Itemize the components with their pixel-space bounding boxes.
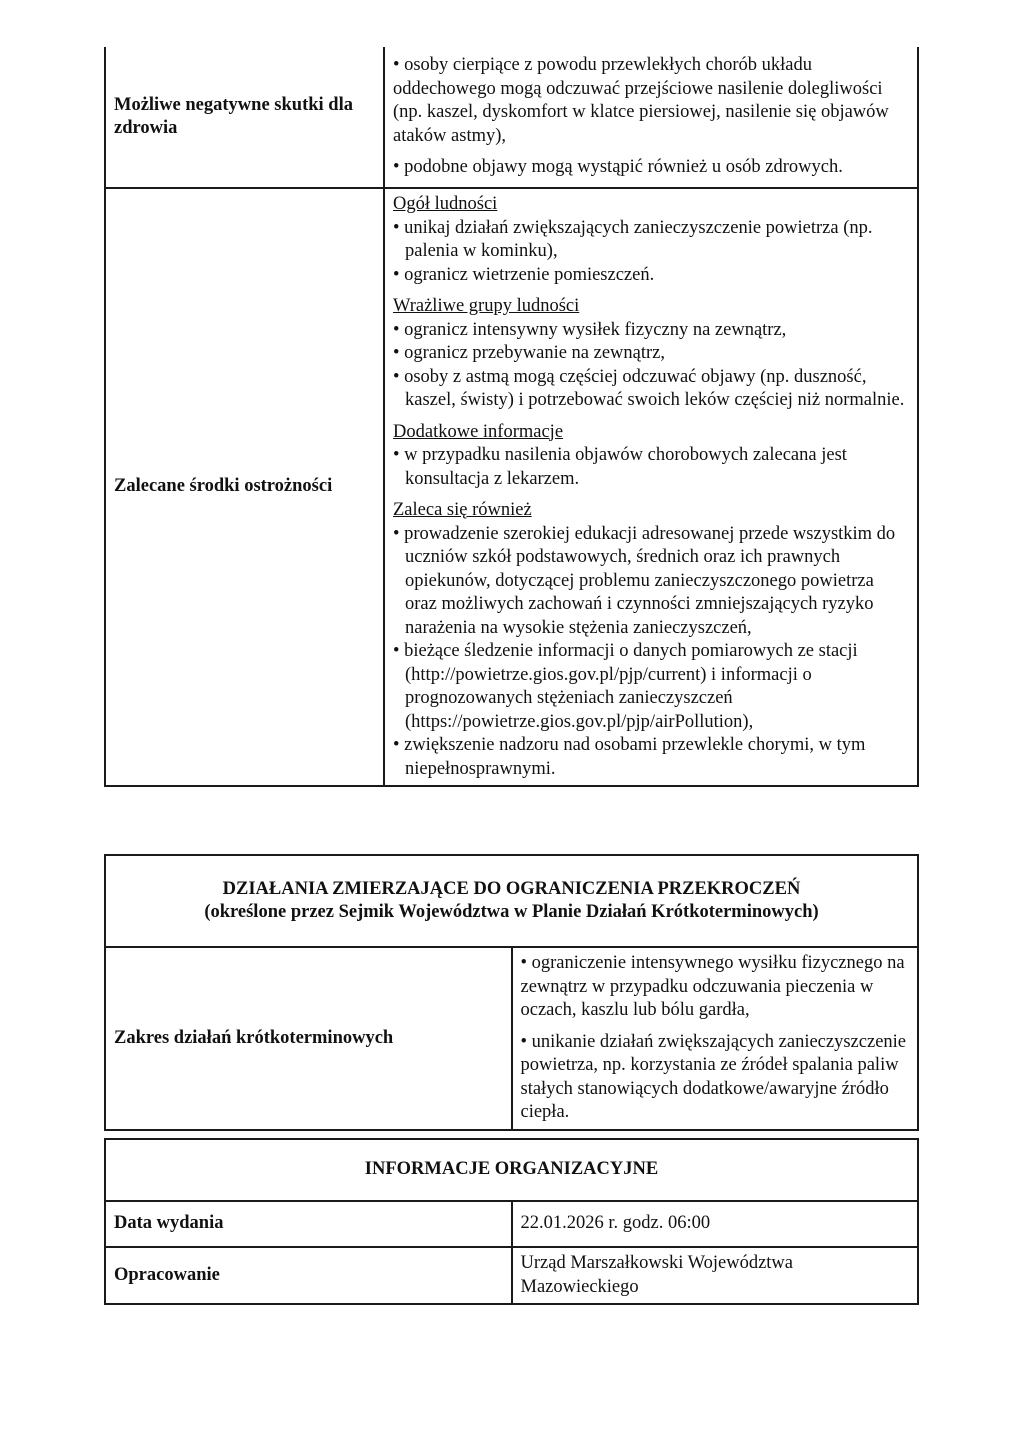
row-value-short-term-scope: [512, 947, 919, 1130]
list-item: • osoby z astmą mogą częściej odczuwać objawy (np. duszność, kaszel, świsty) i potrzebować swoich leków częściej niż normalnie.: [393, 366, 905, 410]
row-label-issue-date: Data wydania: [105, 1201, 512, 1247]
section-heading: Ogół ludności: [393, 194, 498, 214]
section-additional-info: [393, 421, 909, 492]
section-heading: Dodatkowe informacje: [393, 421, 564, 442]
title-line-1: DZIAŁANIA ZMIERZAJĄCE DO OGRANICZENIA PRZEKROCZEŃ: [222, 878, 801, 899]
row-label-health-effects: Możliwe negatywne skutki dla zdrowia: [105, 47, 384, 188]
list-item: • zwiększenie nadzoru nad osobami przewlekle chorymi, w tym niepełnosprawnymi.: [393, 735, 866, 779]
title-line-2: (określone przez Sejmik Województwa w Planie Działań Krótkoterminowych): [204, 902, 819, 922]
table-row: [105, 47, 918, 188]
row-value-prepared-by: Urząd Marszałkowski Województwa Mazowieckiego: [512, 1247, 919, 1304]
section-sensitive-groups: [393, 295, 909, 413]
row-label-short-term-scope: Zakres działań krótkoterminowych: [105, 947, 512, 1130]
table-row: [105, 1247, 918, 1304]
table-row: [105, 947, 918, 1130]
table-header-row: [105, 1139, 918, 1201]
row-value-health-effects: [384, 47, 918, 188]
list-item: • unikaj działań zwiększających zanieczyszczenie powietrza (np. palenia w kominku),: [393, 217, 873, 261]
short-term-actions-table: [104, 854, 919, 1131]
list-item: • w przypadku nasilenia objawów chorobowych zalecana jest konsultacja z lekarzem.: [393, 445, 847, 489]
organizational-info-table: [104, 1138, 919, 1305]
table-row: [105, 188, 918, 786]
paragraph: • unikanie działań zwiększających zanieczyszczenie powietrza, np. korzystania ze źródeł spalania paliw stałych stanowiących dodatkowe/awaryjne źródło ciepła.: [520, 1031, 907, 1122]
section-also-recommended: [393, 499, 909, 781]
paragraph: • podobne objawy mogą wystąpić również u osób zdrowych.: [393, 157, 843, 178]
paragraph: • ograniczenie intensywnego wysiłku fizycznego na zewnątrz w przypadku odczuwania pieczenia w oczach, kaszlu lub bólu gardła,: [520, 953, 905, 1020]
list-item: • ogranicz wietrzenie pomieszczeń.: [393, 264, 655, 285]
list-item: • ogranicz intensywny wysiłek fizyczny na zewnątrz,: [393, 319, 787, 340]
list-item: • prowadzenie szerokiej edukacji adresowanej przede wszystkim do uczniów szkół podstawowych, średnich oraz ich prawnych opiekunów, dotyczącej problemu zanieczyszczonego powietrza oraz możliwych zachowań i czynności zmniejszających ryzyko narażenia na wysokie stężenia zanieczyszczeń,: [393, 523, 896, 638]
row-label-prepared-by: Opracowanie: [105, 1247, 512, 1304]
health-effects-table: [104, 47, 919, 787]
section-heading: Zaleca się również: [393, 500, 532, 520]
row-value-issue-date: 22.01.2026 r. godz. 06:00: [512, 1201, 919, 1247]
table-header-row: [105, 855, 918, 947]
paragraph: • osoby cierpiące z powodu przewlekłych chorób układu oddechowego mogą odczuwać przejściowe nasilenie dolegliwości (np. kaszel, dyskomfort w klatce piersiowej, nasilenie się objawów ataków astmy),: [393, 55, 889, 146]
section-general-population: [393, 193, 909, 287]
row-value-precautions: [384, 188, 918, 786]
row-label-precautions: Zalecane środki ostrożności: [105, 188, 384, 786]
table-row: [105, 1201, 918, 1247]
list-item: • bieżące śledzenie informacji o danych pomiarowych ze stacji (http://powietrze.gios.gov.pl/pjp/current) i informacji o prognozowanych stężeniach zanieczyszczeń (https://powietrze.gios.gov.pl/pjp/airPollution),: [393, 641, 858, 732]
section-title: [105, 855, 918, 947]
list-item: • ogranicz przebywanie na zewnątrz,: [393, 343, 666, 363]
section-title: INFORMACJE ORGANIZACYJNE: [105, 1139, 918, 1201]
section-heading: Wrażliwe grupy ludności: [393, 296, 580, 316]
